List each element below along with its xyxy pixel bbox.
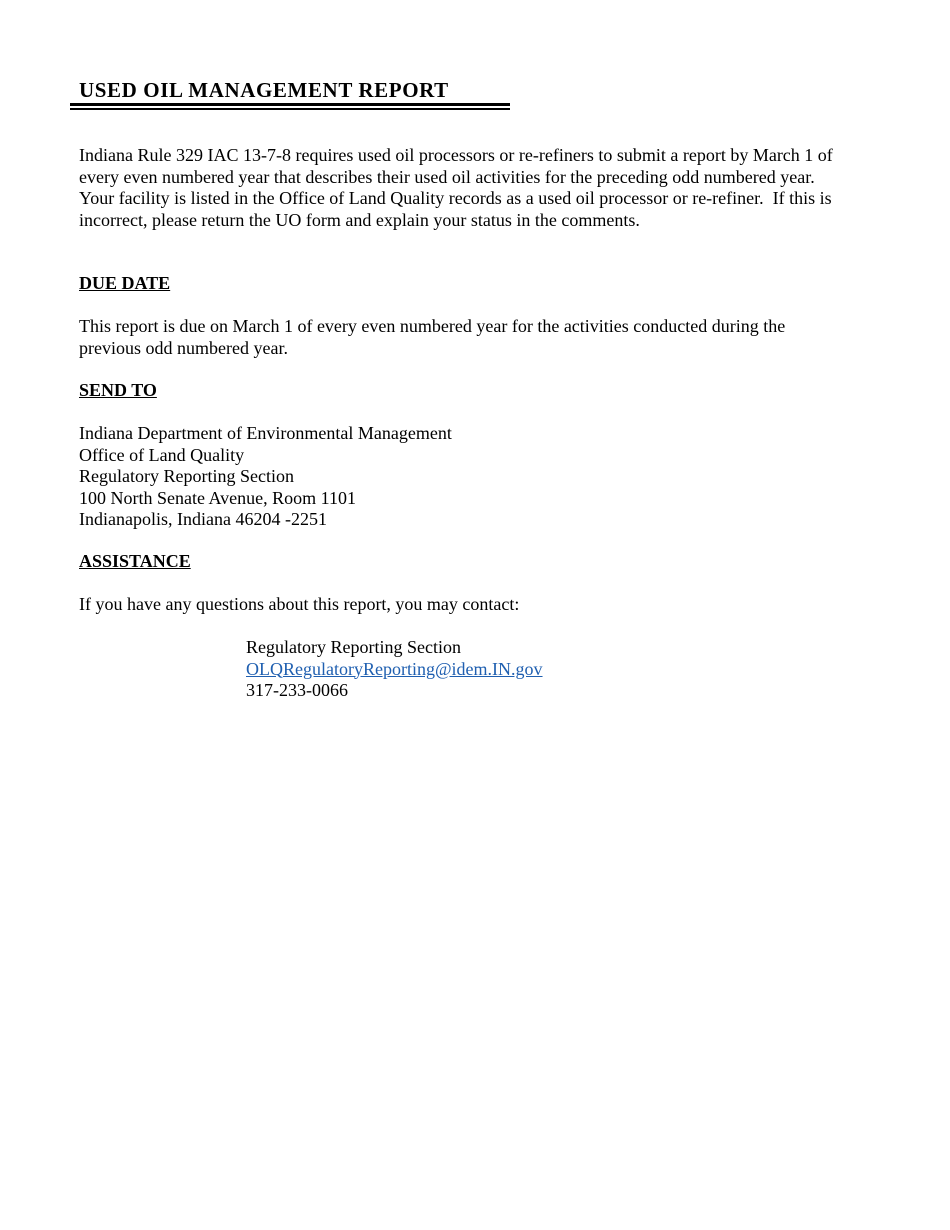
contact-phone: 317-233-0066 bbox=[246, 680, 348, 700]
mailing-address bbox=[79, 423, 452, 531]
address-line: Indianapolis, Indiana 46204 -2251 bbox=[79, 509, 327, 529]
due-date-paragraph bbox=[79, 316, 859, 359]
intro-paragraph bbox=[79, 145, 879, 231]
send-to-heading: SEND TO bbox=[79, 380, 157, 400]
address-line: 100 North Senate Avenue, Room 1101 bbox=[79, 487, 356, 508]
intro-line: Your facility is listed in the Office of Land Quality records as a used oil processor or re-refiner. If this is bbox=[79, 188, 832, 208]
intro-line: incorrect, please return the UO form and explain your status in the comments. bbox=[79, 209, 640, 230]
address-line: Office of Land Quality bbox=[79, 444, 245, 465]
address-line: Indiana Department of Environmental Management bbox=[79, 423, 452, 443]
due-date-heading: DUE DATE bbox=[79, 273, 171, 293]
contact-block bbox=[246, 637, 543, 702]
address-line: Regulatory Reporting Section bbox=[79, 466, 294, 486]
contact-email-link[interactable]: OLQRegulatoryReporting@idem.IN.gov bbox=[246, 658, 543, 679]
intro-line: every even numbered year that describes their used oil activities for the preceding odd numbered year. bbox=[79, 166, 815, 187]
due-date-line: previous odd numbered year. bbox=[79, 337, 288, 358]
assistance-heading: ASSISTANCE bbox=[79, 551, 191, 571]
assistance-paragraph: If you have any questions about this report, you may contact: bbox=[79, 594, 520, 614]
title-double-rule bbox=[70, 103, 510, 110]
intro-line: Indiana Rule 329 IAC 13-7-8 requires used oil processors or re-refiners to submit a report by March 1 of bbox=[79, 145, 833, 165]
contact-name: Regulatory Reporting Section bbox=[246, 637, 461, 657]
page-title: USED OIL MANAGEMENT REPORT bbox=[79, 78, 449, 102]
due-date-line: This report is due on March 1 of every even numbered year for the activities conducted during the bbox=[79, 316, 786, 336]
